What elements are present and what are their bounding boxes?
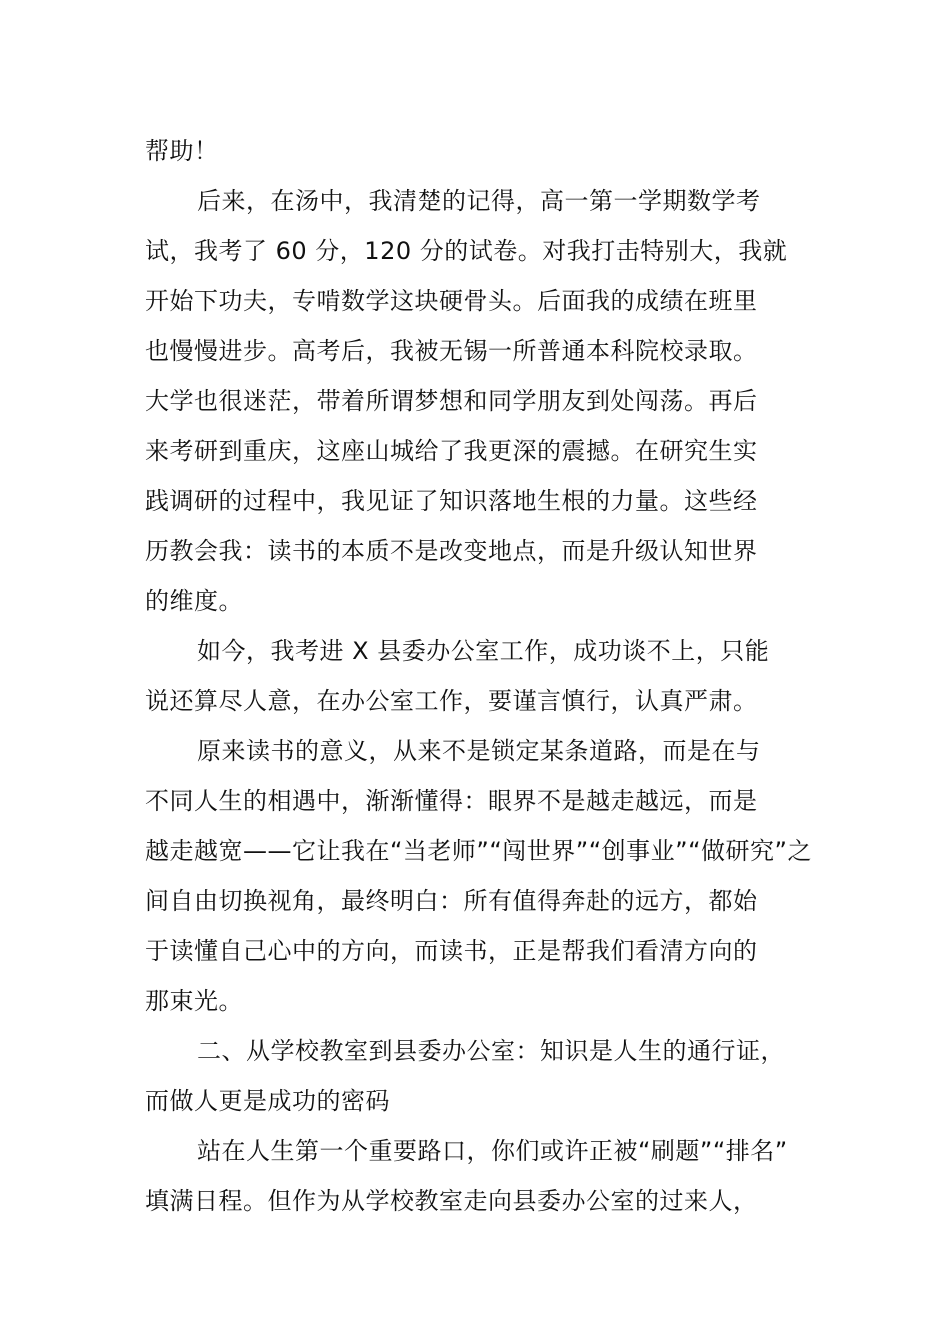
text-line: 间自由切换视角，最终明白：所有值得奔赴的远方，都始 <box>145 887 758 915</box>
text-line: 开始下功夫，专啃数学这块硬骨头。后面我的成绩在班里 <box>145 287 758 315</box>
paragraph-school-experience <box>145 176 825 626</box>
paragraph-meaning-of-reading <box>145 726 825 1026</box>
text-line: 试，我考了 60 分，120 分的试卷。对我打击特别大，我就 <box>145 237 788 265</box>
text-line: 的维度。 <box>145 587 243 615</box>
text-line: 站在人生第一个重要路口，你们或许正被“刷题”“排名” <box>197 1137 788 1165</box>
text-line: 说还算尽人意，在办公室工作，要谨言慎行，认真严肃。 <box>145 687 758 715</box>
section-heading <box>145 1026 825 1126</box>
text-line: 后来，在汤中，我清楚的记得，高一第一学期数学考 <box>197 187 761 215</box>
paragraph-continuation <box>145 126 825 176</box>
text-line: 来考研到重庆，这座山城给了我更深的震撼。在研究生实 <box>145 437 758 465</box>
paragraph-current-work <box>145 626 825 726</box>
text-line: 原来读书的意义，从来不是锁定某条道路，而是在与 <box>197 737 761 765</box>
heading-line: 二、从学校教室到县委办公室：知识是人生的通行证， <box>197 1037 785 1065</box>
text-line: 于读懂自己心中的方向，而读书，正是帮我们看清方向的 <box>145 937 758 965</box>
text-line: 那束光。 <box>145 987 243 1015</box>
text-line: 不同人生的相遇中，渐渐懂得：眼界不是越走越远，而是 <box>145 787 758 815</box>
text-line: 历教会我：读书的本质不是改变地点，而是升级认知世界 <box>145 537 758 565</box>
heading-line: 而做人更是成功的密码 <box>145 1087 390 1115</box>
text-line: 大学也很迷茫，带着所谓梦想和同学朋友到处闯荡。再后 <box>145 387 758 415</box>
text-line: 帮助！ <box>145 137 219 165</box>
text-line: 越走越宽——它让我在“当老师”“闯世界”“创事业”“做研究”之 <box>145 837 812 865</box>
paragraph-crossroads <box>145 1126 825 1226</box>
text-line: 也慢慢进步。高考后，我被无锡一所普通本科院校录取。 <box>145 337 758 365</box>
document-body <box>145 126 825 1226</box>
text-line: 如今，我考进 X 县委办公室工作，成功谈不上，只能 <box>197 637 770 665</box>
text-line: 践调研的过程中，我见证了知识落地生根的力量。这些经 <box>145 487 758 515</box>
text-line: 填满日程。但作为从学校教室走向县委办公室的过来人， <box>145 1187 758 1215</box>
